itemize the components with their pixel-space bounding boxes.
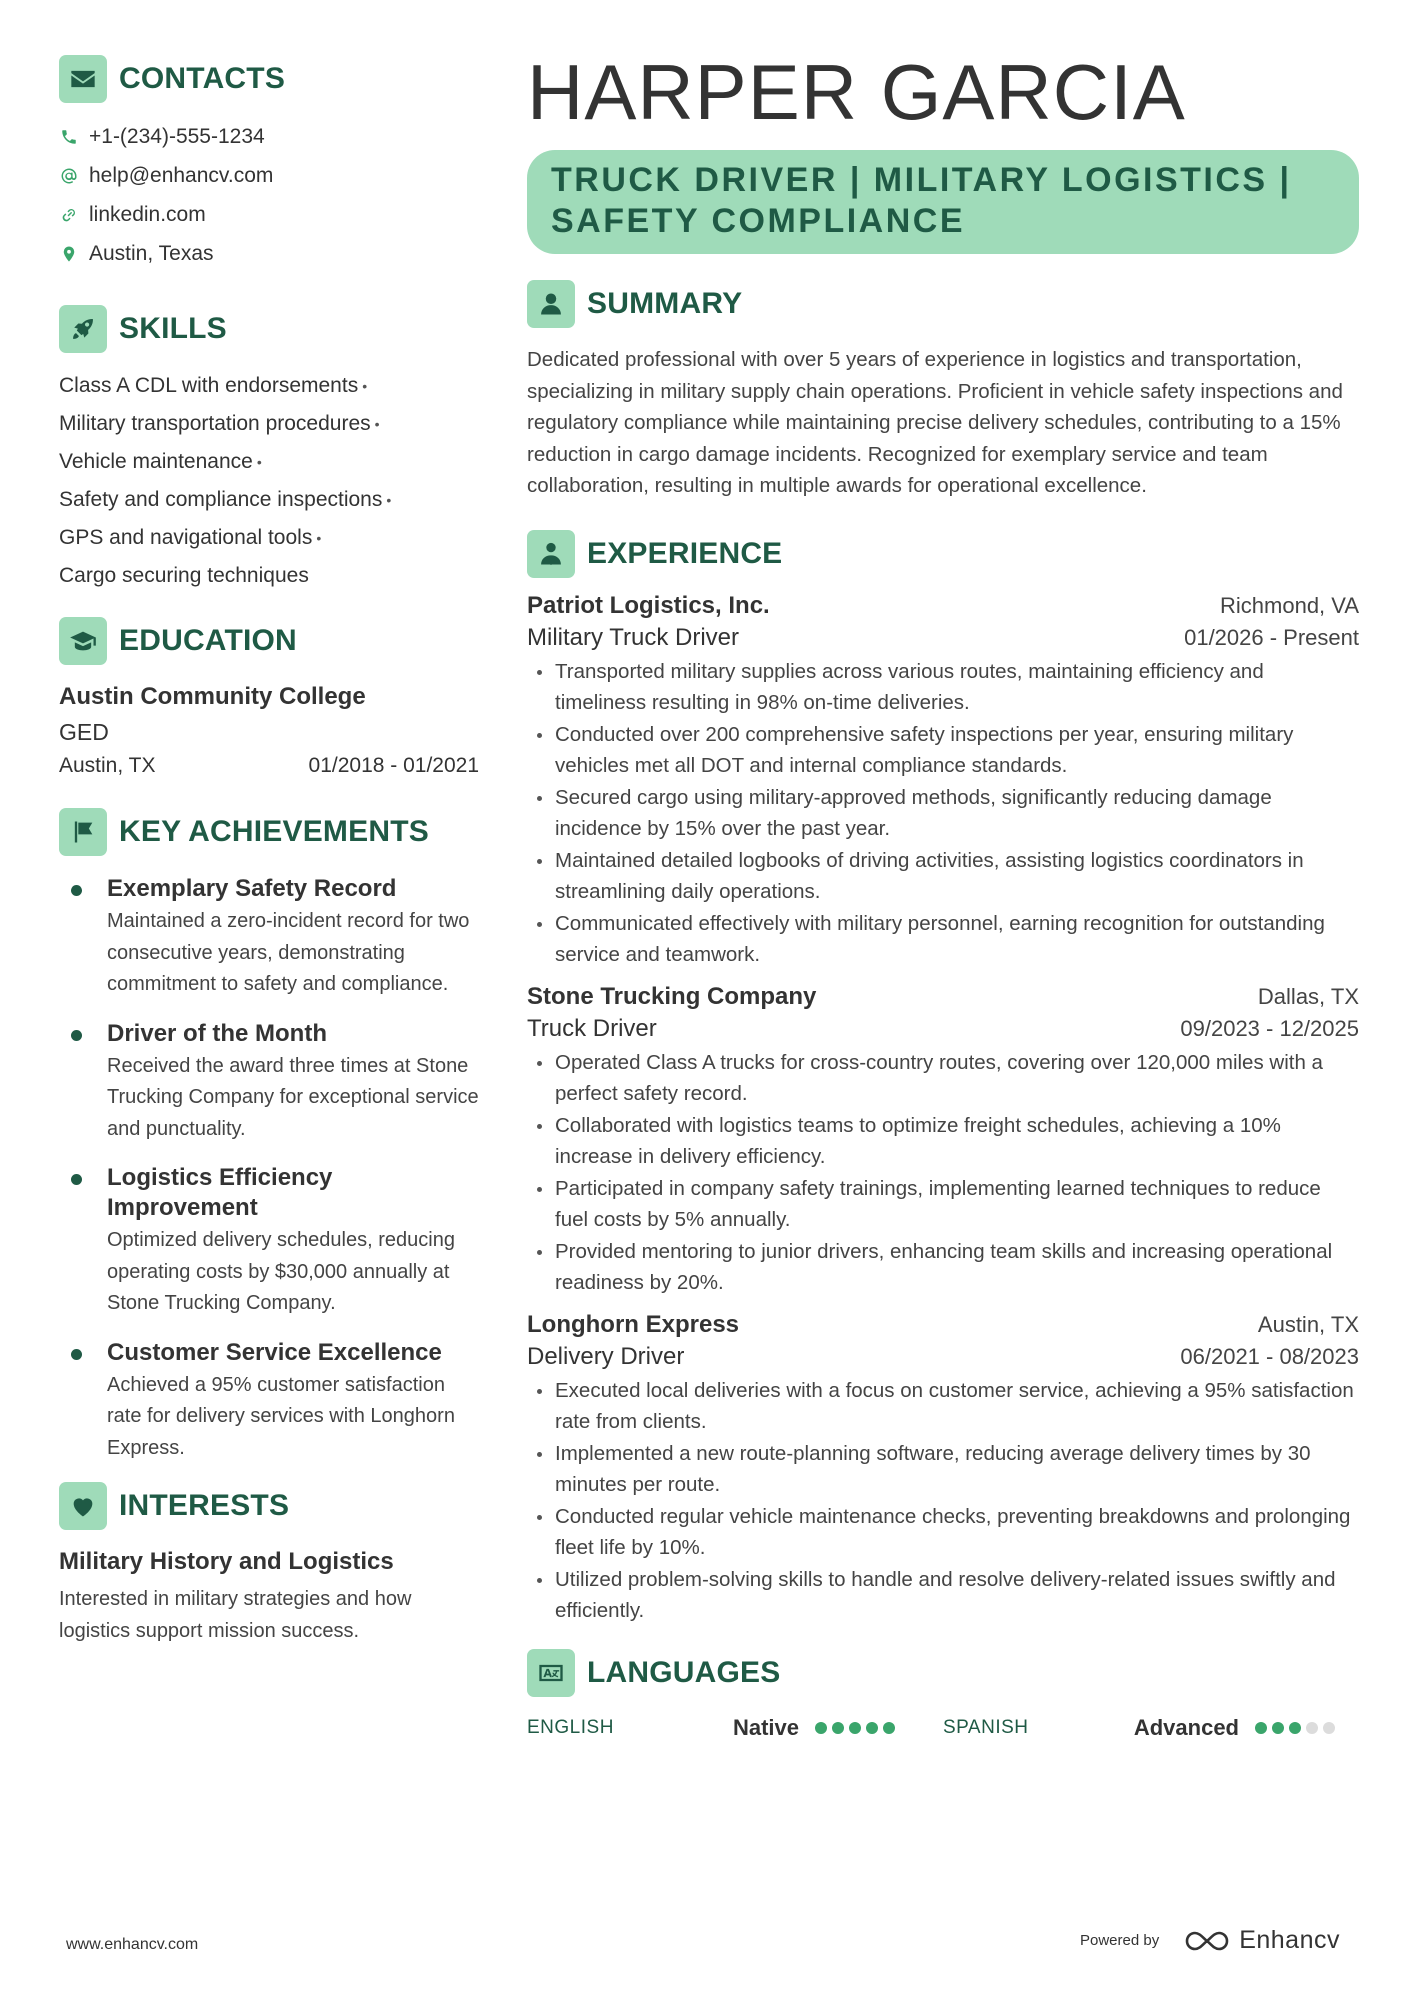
rating-dot (1272, 1722, 1284, 1734)
job-bullet: Maintained detailed logbooks of driving activities, assisting logistics coordinators in streamlining daily operations. (527, 845, 1359, 908)
skill-item: Class A CDL with endorsements • (59, 374, 368, 397)
enhancv-logo (1183, 1926, 1340, 1955)
skill-item: Cargo securing techniques (59, 564, 309, 587)
job-bullet: Secured cargo using military-approved methods, significantly reducing damage incidence by 15% over the past year. (527, 782, 1359, 845)
job-location: Richmond, VA (1220, 592, 1359, 618)
language-level: Advanced (1133, 1714, 1239, 1740)
contact-linkedin-text: linkedin.com (89, 202, 206, 226)
job-bullet: Conducted over 200 comprehensive safety inspections per year, ensuring military vehicles met all DOT and internal compliance standards. (527, 719, 1359, 782)
contacts-heading: CONTACTS (119, 62, 286, 95)
language-level: Native (732, 1714, 799, 1740)
language-item (527, 1715, 943, 1741)
graduation-cap-icon (59, 617, 107, 665)
left-column (59, 55, 479, 1647)
education-school: Austin Community College (59, 683, 366, 710)
job-location: Austin, TX (1257, 1311, 1359, 1337)
achievement-item (59, 874, 479, 1001)
language-rating (815, 1722, 895, 1734)
achievements-header (59, 808, 479, 856)
language-rating (1255, 1722, 1335, 1734)
languages-heading: LANGUAGES (587, 1655, 781, 1689)
education-location: Austin, TX (59, 754, 156, 777)
job-bullet: Provided mentoring to junior drivers, enhancing team skills and increasing operational readiness by 20%. (527, 1236, 1359, 1299)
interests-header (59, 1482, 479, 1530)
enhancv-logo-text: Enhancv (1239, 1926, 1340, 1954)
achievement-title: Customer Service Excellence (107, 1338, 442, 1366)
language-name: SPANISH (943, 1716, 1029, 1738)
enhancv-logo-icon (1183, 1928, 1231, 1954)
job-role: Military Truck Driver (527, 623, 740, 651)
footer-website[interactable]: www.enhancv.com (66, 1936, 199, 1953)
heart-icon (59, 1482, 107, 1530)
job-dates: 09/2023 - 12/2025 (1180, 1015, 1359, 1041)
job-company: Patriot Logistics, Inc. (527, 591, 770, 619)
rocket-icon (59, 305, 107, 353)
contact-location (59, 234, 479, 273)
summary-heading: SUMMARY (587, 287, 743, 320)
rating-dot (1289, 1722, 1301, 1734)
skill-item: GPS and navigational tools • (59, 526, 322, 549)
job-location: Dallas, TX (1257, 983, 1359, 1009)
achievements-list (59, 874, 479, 1464)
achievement-item (59, 1163, 479, 1320)
link-icon (59, 206, 79, 224)
education-heading: EDUCATION (119, 624, 297, 657)
language-item (943, 1715, 1359, 1741)
rating-dot (815, 1722, 827, 1734)
contact-email-text: help@enhancv.com (89, 163, 274, 187)
flag-icon (59, 808, 107, 856)
achievements-heading: KEY ACHIEVEMENTS (119, 815, 429, 848)
languages-header (527, 1649, 1359, 1697)
job-bullet: Participated in company safety trainings, implementing learned techniques to reduce fuel costs by 5% annually. (527, 1173, 1359, 1236)
education-header (59, 617, 479, 665)
job-entry (527, 983, 1359, 1299)
job-company: Stone Trucking Company (527, 982, 817, 1010)
rating-dot (883, 1722, 895, 1734)
education-dates: 01/2018 - 01/2021 (308, 754, 479, 777)
achievement-desc: Achieved a 95% customer satisfaction rate for delivery services with Longhorn Express. (107, 1373, 455, 1459)
interest-desc: Interested in military strategies and how logistics support mission success. (59, 1588, 412, 1642)
skills-list (59, 367, 479, 595)
job-bullet: Collaborated with logistics teams to optimize freight schedules, achieving a 10% increase in delivery efficiency. (527, 1110, 1359, 1173)
map-pin-icon (59, 245, 79, 263)
bullet-dot (71, 1030, 82, 1041)
job-bullet: Implemented a new route-planning software, reducing average delivery times by 30 minutes per route. (527, 1438, 1359, 1501)
skill-item: Military transportation procedures • (59, 412, 380, 435)
bullet-dot (71, 885, 82, 896)
at-icon (59, 167, 79, 185)
candidate-name: HARPER GARCIA (527, 48, 1186, 136)
candidate-title: TRUCK DRIVER | MILITARY LOGISTICS | SAFETY COMPLIANCE (551, 161, 1292, 240)
right-column (527, 50, 1359, 1741)
job-bullets (527, 656, 1359, 971)
skills-heading: SKILLS (119, 312, 227, 345)
job-bullet: Conducted regular vehicle maintenance checks, preventing breakdowns and prolonging fleet life by 10%. (527, 1501, 1359, 1564)
skill-item: Vehicle maintenance • (59, 450, 262, 473)
job-entry (527, 592, 1359, 971)
rating-dot (1306, 1722, 1318, 1734)
achievement-title: Driver of the Month (107, 1019, 327, 1047)
achievement-title: Logistics Efficiency Improvement (107, 1164, 333, 1221)
job-bullet: Utilized problem-solving skills to handle and resolve delivery-related issues swiftly and efficiently. (527, 1564, 1359, 1627)
bullet-dot (71, 1349, 82, 1360)
rating-dot (1255, 1722, 1267, 1734)
footer-branding[interactable] (1080, 1926, 1340, 1955)
contact-location-text: Austin, Texas (89, 241, 214, 265)
rating-dot (832, 1722, 844, 1734)
achievement-item (59, 1019, 479, 1146)
achievement-desc: Maintained a zero-incident record for two consecutive years, demonstrating commitment to safety and compliance. (107, 910, 470, 995)
businessman-icon (527, 530, 575, 578)
skill-item: Safety and compliance inspections • (59, 488, 392, 511)
education-degree: GED (59, 719, 109, 745)
rating-dot (1323, 1722, 1335, 1734)
job-role: Truck Driver (527, 1014, 657, 1042)
rating-dot (849, 1722, 861, 1734)
envelope-icon (59, 55, 107, 103)
achievement-item (59, 1338, 479, 1465)
interest-title: Military History and Logistics (59, 1548, 394, 1575)
job-bullet: Transported military supplies across various routes, maintaining efficiency and timeliness resulting in 98% on-time deliveries. (527, 656, 1359, 719)
experience-heading: EXPERIENCE (587, 536, 783, 570)
achievement-desc: Received the award three times at Stone Trucking Company for exceptional service and punctuality. (107, 1054, 479, 1140)
job-bullet: Operated Class A trucks for cross-country routes, covering over 120,000 miles with a perfect safety record. (527, 1047, 1359, 1110)
job-role: Delivery Driver (527, 1342, 685, 1370)
contact-email[interactable] (59, 156, 479, 195)
powered-by-label: Powered by (1079, 1932, 1160, 1949)
job-bullets (527, 1047, 1359, 1299)
translate-icon (527, 1649, 575, 1697)
user-icon (527, 280, 575, 328)
job-entry (527, 1311, 1359, 1627)
job-company: Longhorn Express (527, 1310, 740, 1338)
title-banner (527, 150, 1359, 254)
job-bullet: Communicated effectively with military personnel, earning recognition for outstanding service and teamwork. (527, 908, 1359, 971)
achievement-desc: Optimized delivery schedules, reducing operating costs by $30,000 annually at Stone Trucking Company. (107, 1229, 455, 1314)
languages-list (527, 1715, 1359, 1741)
summary-text: Dedicated professional with over 5 years of experience in logistics and transportation, specializing in military supply chain operations. Proficient in vehicle safety inspections and regulatory compliance while maintaining precise delivery schedules, contributing to a 15% reduction in cargo damage incidents. Recognized for exemplary service and team collaboration, resulting in multiple awards for operational excellence. (527, 348, 1343, 497)
contact-phone[interactable] (59, 117, 479, 156)
bullet-dot (71, 1174, 82, 1185)
interest-entry (59, 1548, 479, 1647)
achievement-title: Exemplary Safety Record (107, 875, 397, 902)
experience-header (527, 530, 1359, 578)
language-name: ENGLISH (527, 1716, 614, 1738)
summary-header (527, 280, 1359, 328)
education-entry (59, 683, 479, 778)
contact-linkedin[interactable] (59, 195, 479, 234)
phone-icon (59, 128, 79, 146)
skills-header (59, 305, 479, 353)
contacts-header (59, 55, 479, 103)
rating-dot (866, 1722, 878, 1734)
contact-phone-text: +1-(234)-555-1234 (89, 124, 265, 148)
job-bullet: Executed local deliveries with a focus on customer service, achieving a 95% satisfaction rate from clients. (527, 1375, 1359, 1438)
interests-heading: INTERESTS (119, 1489, 290, 1522)
job-dates: 01/2026 - Present (1184, 624, 1359, 650)
job-dates: 06/2021 - 08/2023 (1180, 1343, 1359, 1369)
job-bullets (527, 1375, 1359, 1627)
